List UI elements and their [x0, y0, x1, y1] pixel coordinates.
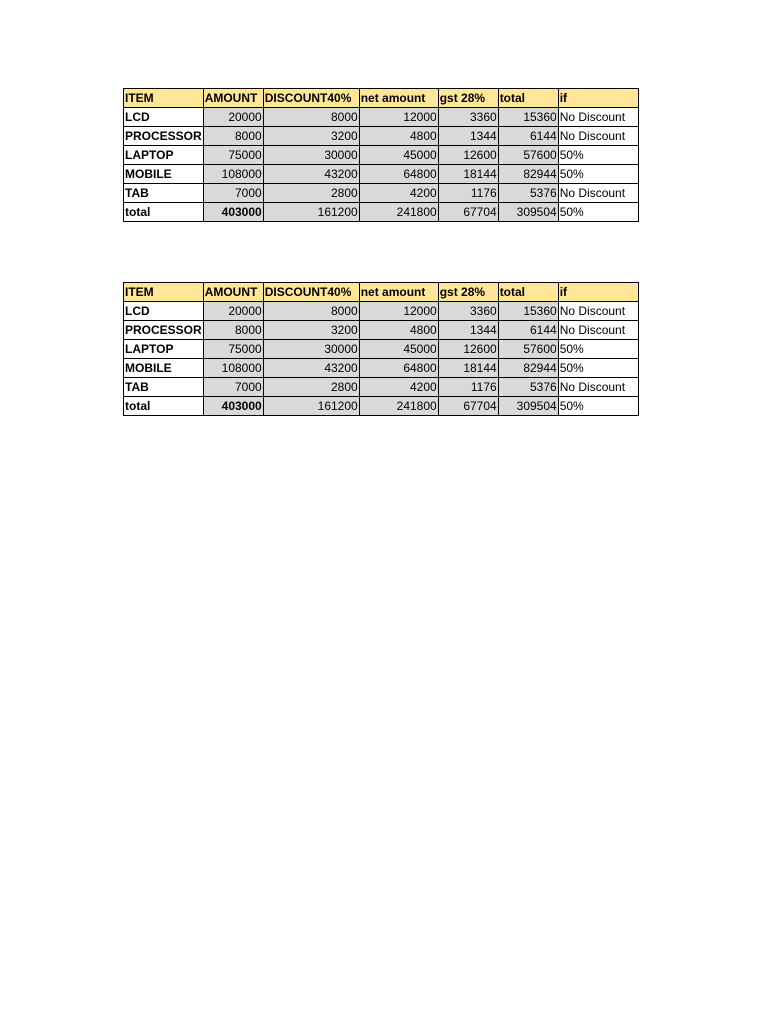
cell-net-amount[interactable]: 4800 — [359, 321, 438, 340]
cell-total[interactable]: 309504 — [498, 203, 558, 222]
cell-total[interactable]: 6144 — [498, 127, 558, 146]
cell-total[interactable]: 309504 — [498, 397, 558, 416]
cell-if[interactable]: 50% — [558, 359, 638, 378]
cell-total[interactable]: 57600 — [498, 146, 558, 165]
cell-net-amount[interactable]: 4200 — [359, 184, 438, 203]
cell-discount[interactable]: 2800 — [263, 378, 359, 397]
cell-net-amount[interactable]: 45000 — [359, 146, 438, 165]
cell-if[interactable]: 50% — [558, 146, 638, 165]
table-row — [124, 302, 639, 321]
cell-net-amount[interactable]: 4200 — [359, 378, 438, 397]
cell-gst[interactable]: 12600 — [438, 340, 498, 359]
table-row — [124, 340, 639, 359]
header-if[interactable]: if — [558, 283, 638, 302]
spreadsheet-table-1 — [123, 88, 639, 222]
cell-item[interactable]: total — [124, 397, 204, 416]
cell-amount[interactable]: 7000 — [203, 184, 263, 203]
cell-item[interactable]: MOBILE — [124, 165, 204, 184]
cell-net-amount[interactable]: 4800 — [359, 127, 438, 146]
cell-item[interactable]: PROCESSOR — [124, 321, 204, 340]
cell-discount[interactable]: 8000 — [263, 302, 359, 321]
header-amount[interactable]: AMOUNT — [203, 89, 263, 108]
cell-item[interactable]: TAB — [124, 184, 204, 203]
cell-net-amount[interactable]: 241800 — [359, 203, 438, 222]
cell-total[interactable]: 15360 — [498, 108, 558, 127]
cell-net-amount[interactable]: 64800 — [359, 359, 438, 378]
cell-total[interactable]: 5376 — [498, 184, 558, 203]
header-net-amount[interactable]: net amount — [359, 89, 438, 108]
table-row — [124, 108, 639, 127]
cell-if[interactable]: No Discount — [558, 127, 638, 146]
cell-gst[interactable]: 18144 — [438, 165, 498, 184]
cell-if[interactable]: No Discount — [558, 302, 638, 321]
cell-total[interactable]: 6144 — [498, 321, 558, 340]
header-item[interactable]: ITEM — [124, 283, 204, 302]
cell-amount[interactable]: 8000 — [203, 127, 263, 146]
cell-if[interactable]: 50% — [558, 203, 638, 222]
cell-gst[interactable]: 67704 — [438, 397, 498, 416]
cell-total[interactable]: 82944 — [498, 359, 558, 378]
cell-item[interactable]: TAB — [124, 378, 204, 397]
cell-discount[interactable]: 43200 — [263, 359, 359, 378]
cell-discount[interactable]: 43200 — [263, 165, 359, 184]
cell-amount[interactable]: 108000 — [203, 359, 263, 378]
cell-if[interactable]: 50% — [558, 340, 638, 359]
cell-if[interactable]: No Discount — [558, 321, 638, 340]
cell-item[interactable]: LCD — [124, 302, 204, 321]
header-row — [124, 283, 639, 302]
cell-item[interactable]: MOBILE — [124, 359, 204, 378]
cell-gst[interactable]: 67704 — [438, 203, 498, 222]
header-amount[interactable]: AMOUNT — [203, 283, 263, 302]
cell-amount[interactable]: 108000 — [203, 165, 263, 184]
cell-gst[interactable]: 3360 — [438, 302, 498, 321]
cell-net-amount[interactable]: 64800 — [359, 165, 438, 184]
header-discount[interactable]: DISCOUNT40% — [263, 283, 359, 302]
cell-item[interactable]: LCD — [124, 108, 204, 127]
cell-amount[interactable]: 403000 — [203, 397, 263, 416]
cell-amount[interactable]: 20000 — [203, 302, 263, 321]
cell-item[interactable]: total — [124, 203, 204, 222]
cell-discount[interactable]: 161200 — [263, 397, 359, 416]
header-gst[interactable]: gst 28% — [438, 283, 498, 302]
cell-discount[interactable]: 3200 — [263, 321, 359, 340]
table-row — [124, 184, 639, 203]
cell-discount[interactable]: 161200 — [263, 203, 359, 222]
cell-gst[interactable]: 12600 — [438, 146, 498, 165]
header-row — [124, 89, 639, 108]
table-row — [124, 165, 639, 184]
cell-gst[interactable]: 1176 — [438, 184, 498, 203]
cell-total[interactable]: 5376 — [498, 378, 558, 397]
cell-discount[interactable]: 3200 — [263, 127, 359, 146]
cell-net-amount[interactable]: 45000 — [359, 340, 438, 359]
cell-amount[interactable]: 7000 — [203, 378, 263, 397]
cell-discount[interactable]: 8000 — [263, 108, 359, 127]
cell-amount[interactable]: 403000 — [203, 203, 263, 222]
cell-if[interactable]: No Discount — [558, 184, 638, 203]
cell-net-amount[interactable]: 12000 — [359, 302, 438, 321]
cell-item[interactable]: PROCESSOR — [124, 127, 204, 146]
header-if[interactable]: if — [558, 89, 638, 108]
table-row — [124, 321, 639, 340]
cell-gst[interactable]: 1176 — [438, 378, 498, 397]
cell-net-amount[interactable]: 12000 — [359, 108, 438, 127]
cell-if[interactable]: 50% — [558, 165, 638, 184]
cell-total[interactable]: 57600 — [498, 340, 558, 359]
cell-amount[interactable]: 20000 — [203, 108, 263, 127]
cell-amount[interactable]: 8000 — [203, 321, 263, 340]
total-row — [124, 397, 639, 416]
table-row — [124, 359, 639, 378]
cell-discount[interactable]: 30000 — [263, 146, 359, 165]
cell-total[interactable]: 82944 — [498, 165, 558, 184]
cell-gst[interactable]: 1344 — [438, 321, 498, 340]
total-row — [124, 203, 639, 222]
spreadsheet-table-2 — [123, 282, 639, 416]
cell-gst[interactable]: 18144 — [438, 359, 498, 378]
header-total[interactable]: total — [498, 89, 558, 108]
cell-amount[interactable]: 75000 — [203, 340, 263, 359]
cell-gst[interactable]: 1344 — [438, 127, 498, 146]
cell-discount[interactable]: 2800 — [263, 184, 359, 203]
header-item[interactable]: ITEM — [124, 89, 204, 108]
header-gst[interactable]: gst 28% — [438, 89, 498, 108]
table-row — [124, 378, 639, 397]
cell-item[interactable]: LAPTOP — [124, 146, 204, 165]
header-discount[interactable]: DISCOUNT40% — [263, 89, 359, 108]
cell-net-amount[interactable]: 241800 — [359, 397, 438, 416]
table-row — [124, 127, 639, 146]
cell-if[interactable]: 50% — [558, 397, 638, 416]
cell-if[interactable]: No Discount — [558, 108, 638, 127]
cell-item[interactable]: LAPTOP — [124, 340, 204, 359]
header-net-amount[interactable]: net amount — [359, 283, 438, 302]
table-row — [124, 146, 639, 165]
header-total[interactable]: total — [498, 283, 558, 302]
cell-if[interactable]: No Discount — [558, 378, 638, 397]
cell-gst[interactable]: 3360 — [438, 108, 498, 127]
cell-amount[interactable]: 75000 — [203, 146, 263, 165]
cell-discount[interactable]: 30000 — [263, 340, 359, 359]
cell-total[interactable]: 15360 — [498, 302, 558, 321]
